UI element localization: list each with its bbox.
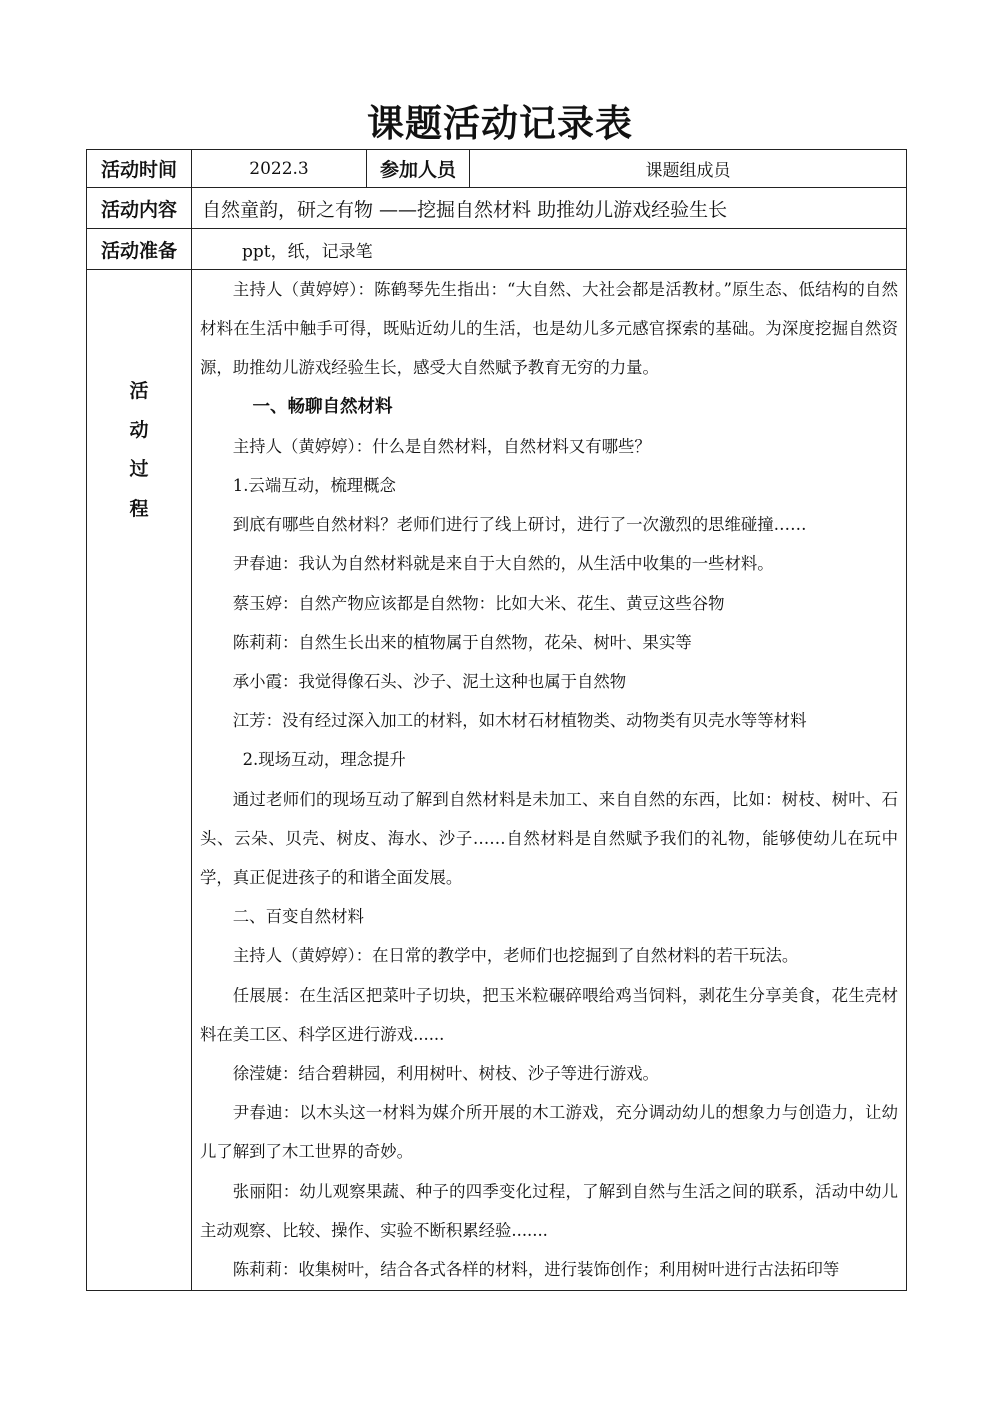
participants-label: 参加人员 bbox=[367, 150, 470, 188]
participants-value: 课题组成员 bbox=[470, 150, 907, 188]
process-paragraph: 蔡玉婷：自然产物应该都是自然物：比如大米、花生、黄豆这些谷物 bbox=[232, 593, 725, 613]
process-label bbox=[87, 270, 192, 1291]
row-content bbox=[87, 188, 907, 229]
process-paragraph: 江芳：没有经过深入加工的材料，如木材石材植物类、动物类有贝壳水等等材料 bbox=[232, 711, 807, 731]
process-paragraph: 徐滢婕：结合碧耕园，利用树叶、树枝、沙子等进行游戏。 bbox=[232, 1064, 659, 1084]
subsection-heading: 1.云端互动，梳理概念 bbox=[232, 476, 396, 496]
process-label-char: 活 bbox=[129, 380, 149, 402]
process-paragraph: 主持人（黄婷婷）：在日常的教学中，老师们也挖掘到了自然材料的若干玩法。 bbox=[232, 946, 799, 966]
process-paragraph: 张丽阳：幼儿观察果蔬、种子的四季变化过程，了解到自然与生活之间的联系，活动中幼儿主动观察、比较、操作、实验不断积累经验....... bbox=[200, 1181, 898, 1240]
time-label: 活动时间 bbox=[87, 150, 192, 188]
process-label-char: 程 bbox=[129, 497, 149, 520]
content-value: 自然童韵，研之有物 ——挖掘自然材料 助推幼儿游戏经验生长 bbox=[192, 188, 907, 229]
row-time bbox=[87, 150, 907, 188]
record-table bbox=[86, 149, 907, 1291]
process-label-char: 过 bbox=[129, 458, 149, 481]
row-prep bbox=[87, 229, 907, 270]
intro-paragraph: 主持人（黄婷婷）：陈鹤琴先生指出：“大自然、大社会都是活教材。”原生态、低结构的自然材料在生活中触手可得，既贴近幼儿的生活，也是幼儿多元感官探索的基础。为深度挖掘自然资源，助推幼儿游戏经验生长，感受大自然赋予教育无穷的力量。 bbox=[200, 280, 898, 378]
process-body bbox=[192, 270, 907, 1291]
process-paragraph: 尹春迪：我认为自然材料就是来自于大自然的，从生活中收集的一些材料。 bbox=[232, 554, 774, 574]
process-paragraph: 主持人（黄婷婷）：什么是自然材料，自然材料又有哪些？ bbox=[232, 436, 651, 456]
prep-value: ppt，纸，记录笔 bbox=[192, 229, 907, 270]
document-title: 课题活动记录表 bbox=[367, 102, 633, 145]
process-label-char: 动 bbox=[129, 419, 149, 442]
row-process bbox=[87, 270, 907, 1291]
content-label: 活动内容 bbox=[87, 188, 192, 229]
process-paragraph: 陈莉莉：收集树叶，结合各式各样的材料，进行装饰创作；利用树叶进行古法拓印等 bbox=[232, 1260, 840, 1280]
process-paragraph: 陈莉莉：自然生长出来的植物属于自然物，花朵、树叶、果实等 bbox=[232, 632, 692, 652]
time-value: 2022.3 bbox=[192, 150, 367, 188]
process-paragraph: 通过老师们的现场互动了解到自然材料是未加工、来自自然的东西，比如：树枝、树叶、石头、云朵、贝壳、树皮、海水、沙子……自然材料是自然赋予我们的礼物，能够使幼儿在玩中学，真正促进孩子的和谐全面发展。 bbox=[200, 789, 898, 888]
prep-label: 活动准备 bbox=[87, 229, 192, 270]
subsection-heading: 2.现场互动，理念提升 bbox=[242, 750, 406, 770]
process-paragraph: 尹春迪：以木头这一材料为媒介所开展的木工游戏，充分调动幼儿的想象力与创造力，让幼儿了解到了木工世界的奇妙。 bbox=[200, 1103, 898, 1162]
process-paragraph: 承小霞：我觉得像石头、沙子、泥土这种也属于自然物 bbox=[232, 672, 627, 692]
section-heading-2: 二、百变自然材料 bbox=[232, 907, 364, 927]
process-paragraph: 到底有哪些自然材料？老师们进行了线上研讨，进行了一次激烈的思维碰撞…… bbox=[232, 515, 807, 535]
section-heading-1: 一、畅聊自然材料 bbox=[252, 396, 393, 417]
process-paragraph: 任展展：在生活区把菜叶子切块，把玉米粒碾碎喂给鸡当饲料，剥花生分享美食，花生壳材料在美工区、科学区进行游戏...... bbox=[200, 985, 898, 1044]
